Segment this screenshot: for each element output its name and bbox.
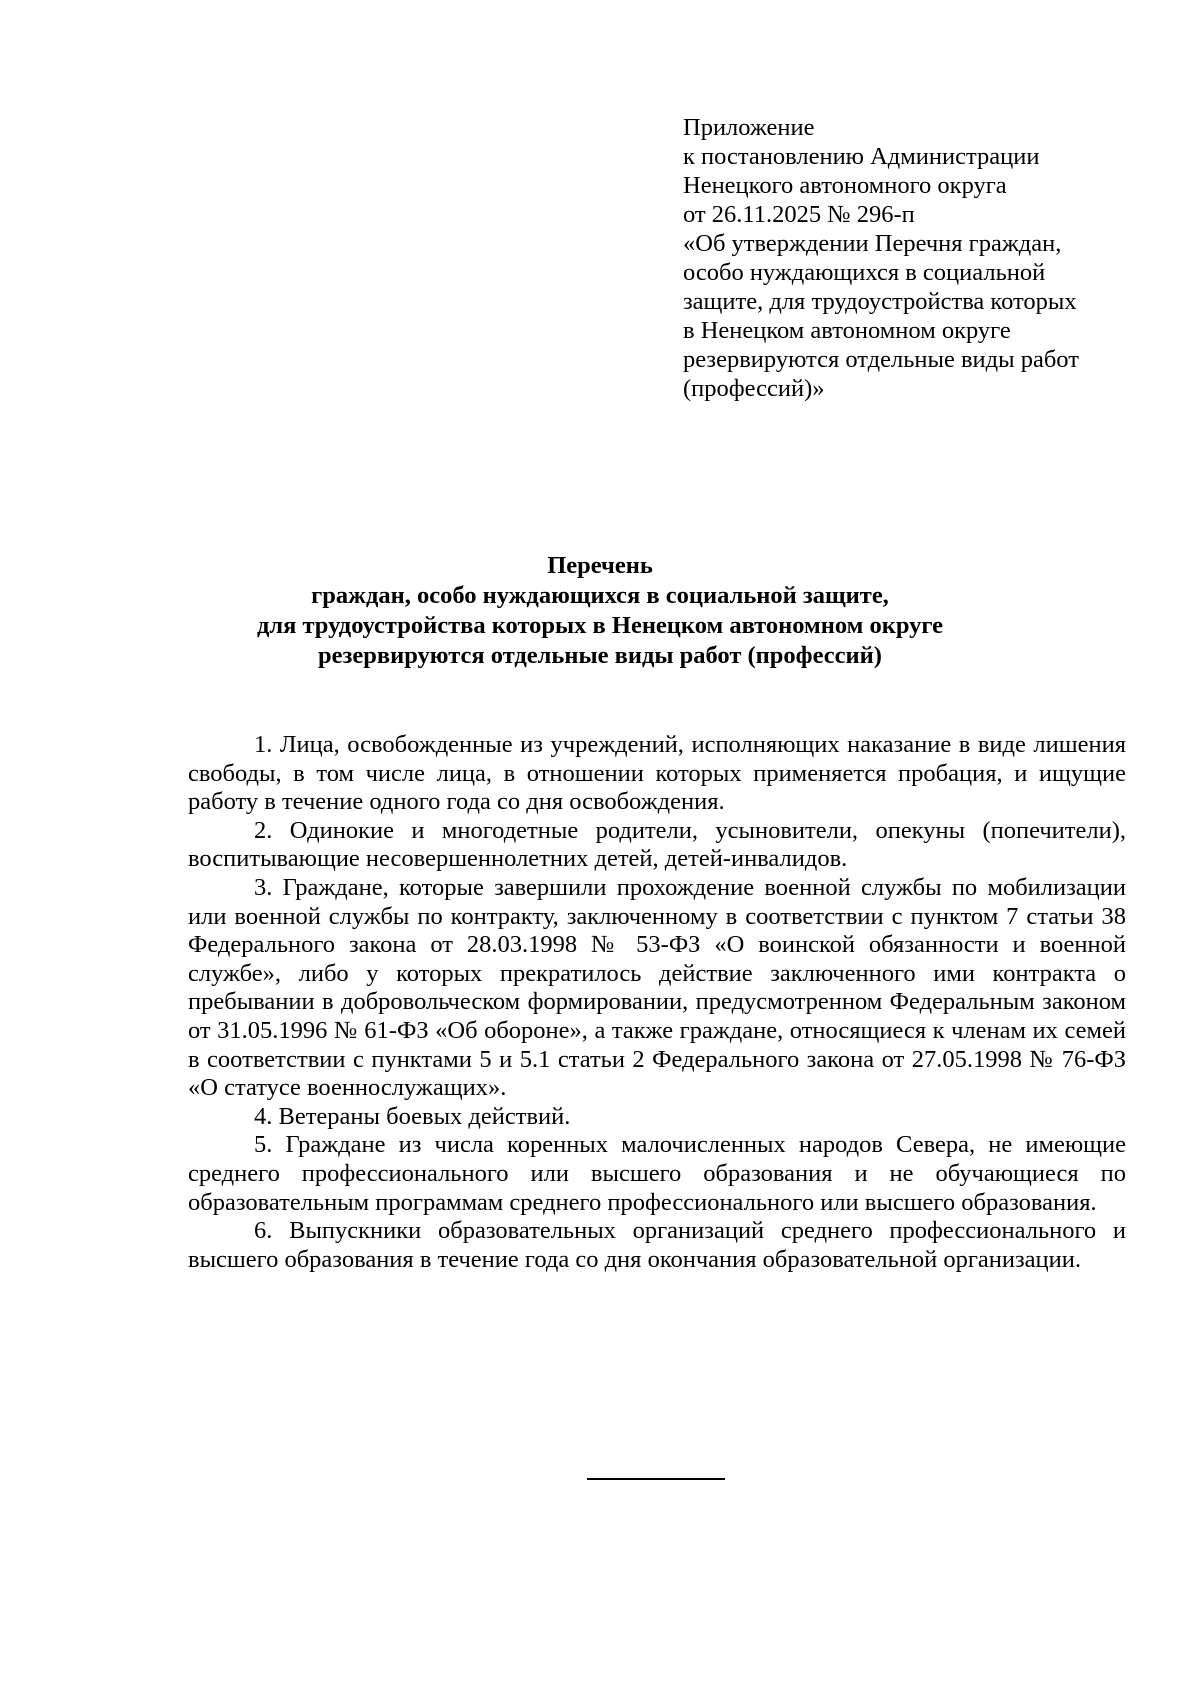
- list-item-2: 2. Одинокие и многодетные родители, усыновители, опекуны (попечители), воспитывающие несовершеннолетних детей, детей-инвалидов.: [188, 816, 1126, 873]
- document-title: [150, 551, 1050, 671]
- appendix-line: Ненецкого автономного округа: [683, 172, 1007, 199]
- appendix-line: резервируются отдельные виды работ: [683, 346, 1079, 373]
- list-item-5: 5. Граждане из числа коренных малочисленных народов Севера, не имеющие среднего профессионального или высшего образования и не обучающиеся по образовательным программам среднего профессионального или высшего образования.: [188, 1131, 1126, 1216]
- appendix-block: [683, 113, 1143, 403]
- title-line: Перечень: [547, 552, 653, 579]
- appendix-line: в Ненецком автономном округе: [683, 317, 1011, 344]
- list-item-3: 3. Граждане, которые завершили прохождение военной службы по мобилизации или военной службы по контракту, заключенному в соответствии с пунктом 7 статьи 38 Федерального закона от 28.03.1998 № 53-ФЗ «О воинской обязанности и военной службе», либо у которых прекратилось действие заключенного ими контракта о пребывании в добровольческом формировании, предусмотренном Федеральным законом от 31.05.1996 № 61-ФЗ «Об обороне», а также граждане, относящиеся к членам их семей в соответствии с пунктами 5 и 5.1 статьи 2 Федерального закона от 27.05.1998 № 76-ФЗ «О статусе военнослужащих».: [188, 873, 1126, 1102]
- list-item-1: 1. Лица, освобожденные из учреждений, исполняющих наказание в виде лишения свободы, в том числе лица, в отношении которых применяется пробация, и ищущие работу в течение одного года со дня освобождения.: [188, 731, 1126, 816]
- appendix-line: (профессий)»: [683, 375, 825, 402]
- appendix-line: особо нуждающихся в социальной: [683, 259, 1046, 286]
- appendix-line: Приложение: [683, 114, 815, 141]
- title-line: резервируются отдельные виды работ (профессий): [318, 642, 882, 669]
- list-item-4: 4. Ветераны боевых действий.: [254, 1102, 571, 1130]
- list-item-6: 6. Выпускники образовательных организаций среднего профессионального и высшего образования в течение года со дня окончания образовательной организации.: [188, 1217, 1126, 1273]
- appendix-line: от 26.11.2025 № 296-п: [683, 201, 915, 228]
- end-divider-line: [587, 1478, 725, 1480]
- appendix-line: к постановлению Администрации: [683, 143, 1040, 170]
- appendix-line: защите, для трудоустройства которых: [683, 288, 1077, 315]
- title-line: граждан, особо нуждающихся в социальной защите,: [311, 582, 889, 609]
- title-line: для трудоустройства которых в Ненецком автономном округе: [256, 612, 944, 639]
- document-body: [188, 731, 1126, 1274]
- appendix-line: «Об утверждении Перечня граждан,: [683, 230, 1062, 257]
